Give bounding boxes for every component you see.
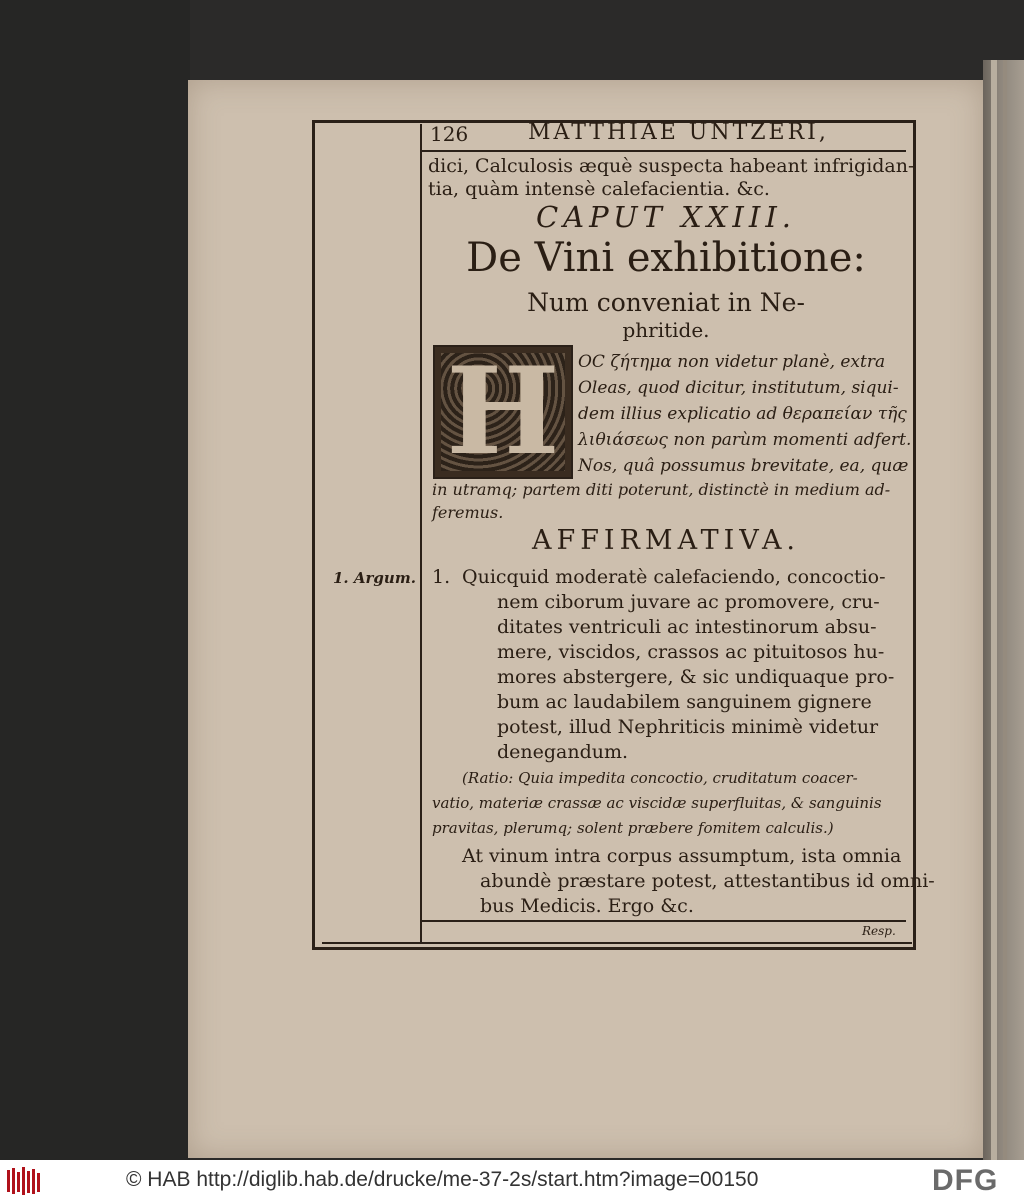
copyright-link[interactable]: © HAB http://diglib.hab.de/drucke/me-37-2s/start.htm?image=00150 xyxy=(126,1168,759,1191)
text-line: tia, quàm intensè calefacientia. &c. xyxy=(428,178,770,200)
intro-line: Nos, quâ possumus brevitate, ea, quæ xyxy=(578,456,909,476)
conclusion-line: abundè præstare potest, attestantibus id omni- xyxy=(480,870,935,892)
chapter-subtitle: phritide. xyxy=(622,318,710,342)
chapter-title: De Vini exhibitione: xyxy=(466,235,866,281)
catchword: Resp. xyxy=(862,924,896,938)
argument-number: 1. xyxy=(432,566,451,588)
argument-line: bum ac laudabilem sanguinem gignere xyxy=(497,691,872,713)
argument-line: mere, viscidos, crassos ac pituitosos hu- xyxy=(497,641,885,663)
bottom-rule xyxy=(422,920,906,922)
intro-line: dem illius explicatio ad θεραπείαν τῆς xyxy=(578,404,907,424)
section-heading: AFFIRMATIVA. xyxy=(531,525,801,556)
argument-line: potest, illud Nephriticis minimè videtur xyxy=(497,716,879,738)
chapter-heading: CAPUT XXIII. xyxy=(535,200,796,234)
dfg-logo: DFG xyxy=(932,1164,999,1197)
hab-bars-logo-icon xyxy=(6,1166,44,1196)
margin-rule xyxy=(420,124,422,942)
intro-line: feremus. xyxy=(432,503,504,522)
viewer-footer xyxy=(0,1160,1024,1201)
intro-line: OC ζήτημα non videtur planè, extra xyxy=(578,352,886,372)
argument-line: mores abstergere, & sic undiquaque pro- xyxy=(497,666,895,688)
ratio-line: (Ratio: Quia impedita concoctio, cruditatum coacer- xyxy=(462,769,858,787)
decorated-initial xyxy=(433,341,573,482)
running-title: MATTHIAE UNTZERI, xyxy=(528,120,829,145)
text-line: dici, Calculosis æquè suspecta habeant infrigidan- xyxy=(428,155,915,177)
argument-line: ditates ventriculi ac intestinorum absu- xyxy=(497,616,877,638)
argument-line: denegandum. xyxy=(497,741,629,763)
argument-line: Quicquid moderatè calefaciendo, concoctio- xyxy=(462,566,886,588)
book-edge xyxy=(983,60,1024,1160)
page-number: 126 xyxy=(430,122,469,146)
chapter-subtitle: Num conveniat in Ne- xyxy=(527,288,805,317)
intro-line: in utramq; partem diti poterunt, distinctè in medium ad- xyxy=(432,480,891,499)
scan-background-left xyxy=(0,0,190,1160)
conclusion-line: At vinum intra corpus assumptum, ista omnia xyxy=(462,845,902,867)
margin-note: 1. Argum. xyxy=(333,569,416,587)
outer-bottom-rule xyxy=(322,942,912,944)
conclusion-line: bus Medicis. Ergo &c. xyxy=(480,895,694,917)
header-rule xyxy=(422,150,906,152)
ratio-line: vatio, materiæ crassæ ac viscidæ superfluitas, & sanguinis xyxy=(432,794,882,812)
argument-line: nem ciborum juvare ac promovere, cru- xyxy=(497,591,880,613)
initial-letter: H xyxy=(446,341,560,482)
intro-line: λιθιάσεως non parùm momenti adfert. xyxy=(578,430,912,450)
ratio-line: pravitas, plerumq; solent præbere fomitem calculis.) xyxy=(432,819,834,837)
intro-line: Oleas, quod dicitur, institutum, siqui- xyxy=(578,378,899,398)
